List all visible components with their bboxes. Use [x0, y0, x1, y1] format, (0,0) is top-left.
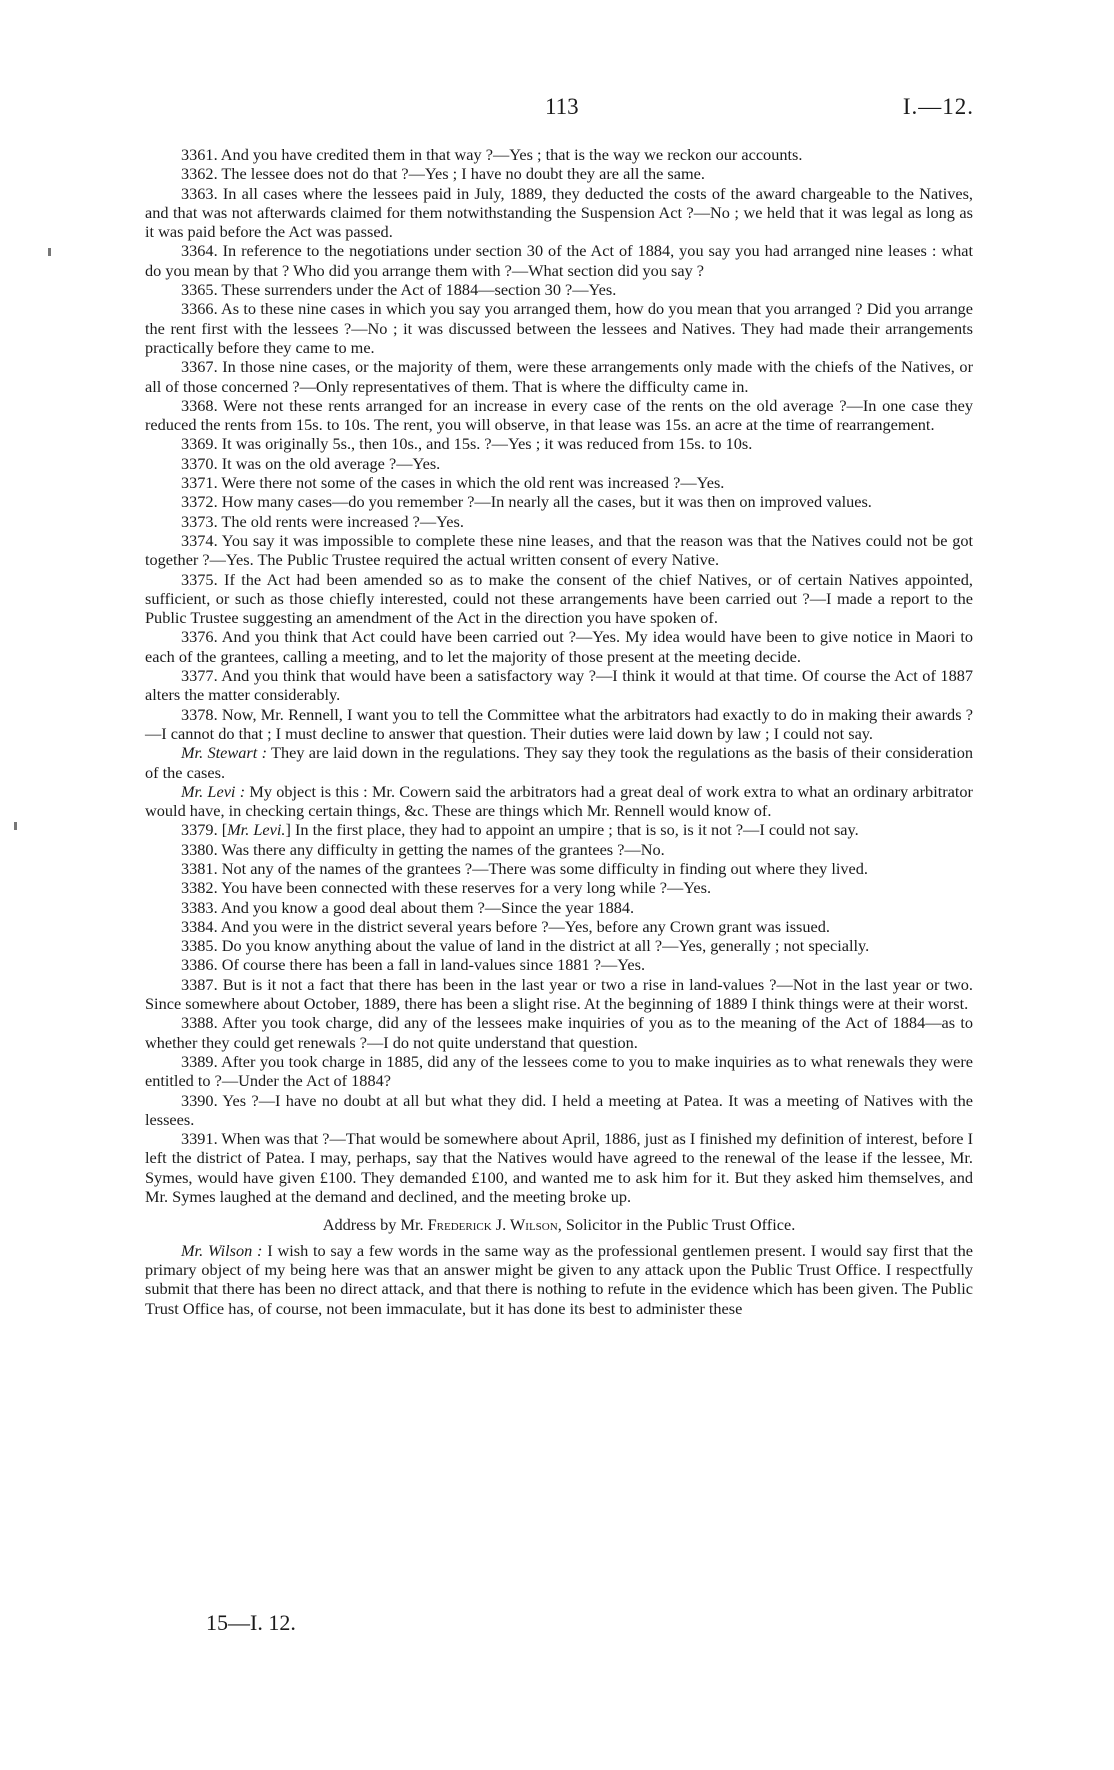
qa-paragraph: [145, 492, 973, 511]
paragraph-text: 3373. The old rents were increased ?—Yes.: [181, 511, 464, 531]
margin-mark: [48, 248, 51, 256]
qa-paragraph: [145, 743, 973, 782]
qa-paragraph: [145, 570, 973, 628]
paragraph-text: My object is this : Mr. Cowern said the arbitrators had a great deal of work extra to what an ordinary arbitrator would have, in checking certain things, &c. These are things which Mr. Rennell would know of.: [145, 781, 973, 821]
evidence-paragraphs: [145, 145, 973, 1206]
final-paragraph: [145, 1241, 973, 1318]
paragraph-text: 3378. Now, Mr. Rennell, I want you to tell the Committee what the arbitrators had exactly to do in making their awards ?—I cannot do that ; I must decline to answer that question. Their duties were laid down by law ; I could not say.: [145, 704, 973, 743]
address-heading-prefix: Address by Mr.: [322, 1215, 428, 1235]
paragraph-prefix: 3379. [: [181, 820, 228, 840]
qa-paragraph: [145, 782, 973, 821]
paragraph-text: 3383. And you know a good deal about them ?—Since the year 1884.: [181, 897, 635, 917]
speaker-name: Mr. Levi.: [227, 820, 286, 840]
page-number: 113: [545, 94, 579, 119]
paragraph-text: 3370. It was on the old average ?—Yes.: [181, 453, 441, 473]
qa-paragraph: [145, 955, 973, 974]
paragraph-text: 3391. When was that ?—That would be somewhere about April, 1886, just as I finished my definition of interest, before I left the district of Patea. I may, perhaps, say that the Natives would have agreed to the renewal of the lease if the lessee, Mr. Symes, would have given £100. They demanded £100, and wanted me to ask him for it. But they asked him themselves, and Mr. Symes laughed at the demand and declined, and the meeting broke up.: [145, 1129, 973, 1207]
paragraph-text: 3381. Not any of the names of the grantees ?—There was some difficulty in finding out where they lived.: [181, 858, 868, 878]
paragraph-text: 3374. You say it was impossible to complete these nine leases, and that the reason was that the Natives could not be got together ?—Yes. The Public Trustee required the actual written consent of every Native.: [145, 530, 973, 570]
speaker-name: Mr. Levi :: [181, 781, 246, 801]
qa-paragraph: [145, 512, 973, 531]
paragraph-text: ] In the first place, they had to appoint an umpire ; that is so, is it not ?—I could not say.: [285, 820, 859, 840]
qa-paragraph: [145, 164, 973, 183]
paragraph-text: 3366. As to these nine cases in which you say you arranged them, how do you mean that you arranged ? Did you arrange the rent first with the lessees ?—No ; it was discussed between the lessees and Natives. They had made their arrangements practically before they came to me.: [145, 299, 973, 357]
paragraph-text: 3385. Do you know anything about the value of land in the district at all ?—Yes, generally ; not specially.: [181, 936, 870, 956]
paragraph-text: 3372. How many cases—do you remember ?—In nearly all the cases, but it was then on improved values.: [181, 492, 872, 512]
final-paragraph-speaker: Mr. Wilson :: [181, 1240, 263, 1260]
paragraph-text: 3362. The lessee does not do that ?—Yes ; I have no doubt they are all the same.: [181, 164, 705, 184]
address-heading-suffix: , Solicitor in the Public Trust Office.: [557, 1215, 796, 1235]
paragraph-text: 3367. In those nine cases, or the majority of them, were these arrangements only made with the chiefs of the Natives, or all of those concerned ?—Only representatives of them. That is where the difficulty came in.: [145, 357, 973, 396]
qa-paragraph: [145, 627, 973, 666]
qa-paragraph: [145, 936, 973, 955]
qa-paragraph: [145, 280, 973, 299]
address-heading: [145, 1215, 973, 1234]
paragraph-text: 3389. After you took charge in 1885, did any of the lessees come to you to make inquiries as to what renewals they were entitled to ?—Under the Act of 1884?: [145, 1051, 973, 1091]
qa-paragraph: [145, 1052, 973, 1091]
margin-mark: [14, 822, 17, 830]
paragraph-text: 3384. And you were in the district several years before ?—Yes, before any Crown grant was issued.: [181, 916, 830, 936]
paragraph-text: 3365. These surrenders under the Act of 1884—section 30 ?—Yes.: [181, 280, 617, 300]
qa-paragraph: [145, 859, 973, 878]
qa-paragraph: [145, 917, 973, 936]
document-reference: I.—12.: [902, 94, 974, 119]
paragraph-text: 3380. Was there any difficulty in getting the names of the grantees ?—No.: [181, 839, 665, 859]
paragraph-text: 3376. And you think that Act could have been carried out ?—Yes. My idea would have been to give notice in Maori to each of the grantees, calling a meeting, and to let the majority of those present at the meeting decide.: [145, 627, 973, 666]
paragraph-text: 3388. After you took charge, did any of the lessees make inquiries of you as to the meaning of the Act of 1884—as to whether they could get renewals ?—I do not quite understand that question.: [145, 1013, 973, 1052]
qa-paragraph: [145, 1013, 973, 1052]
qa-paragraph: [145, 975, 973, 1014]
paragraph-text: 3369. It was originally 5s., then 10s., and 15s. ?—Yes ; it was reduced from 15s. to 10s.: [181, 434, 753, 454]
paragraph-text: 3368. Were not these rents arranged for an increase in every case of the rents on the old average ?—In one case they reduced the rents from 15s. to 10s. The rent, you will observe, in that lease was 15s. an acre at the time of rearrangement.: [145, 395, 973, 435]
qa-paragraph: [145, 396, 973, 435]
paragraph-text: 3377. And you think that would have been a satisfactory way ?—I think it would at that time. Of course the Act of 1887 alters the matter considerably.: [145, 666, 973, 705]
qa-paragraph: [145, 878, 973, 897]
paragraph-text: 3363. In all cases where the lessees paid in July, 1889, they deducted the costs of the award chargeable to the Natives, and that was not afterwards claimed for them notwithstanding the Suspension Act ?—No ; we held that it was legal as long as it was paid before the Act was passed.: [145, 183, 973, 242]
paragraph-text: 3382. You have been connected with these reserves for a very long while ?—Yes.: [181, 878, 712, 898]
address-speaker-name: Frederick J. Wilson: [427, 1215, 558, 1235]
qa-paragraph: [145, 299, 973, 357]
qa-paragraph: [145, 531, 973, 570]
qa-paragraph: [145, 666, 973, 705]
qa-paragraph: [145, 454, 973, 473]
qa-paragraph: [145, 145, 973, 164]
qa-paragraph: [145, 820, 973, 839]
qa-paragraph: [145, 705, 973, 744]
paragraph-text: 3361. And you have credited them in that way ?—Yes ; that is the way we reckon our accounts.: [181, 145, 803, 164]
footer-signature: 15—I. 12.: [206, 1610, 296, 1635]
page-header: [0, 94, 1114, 124]
final-paragraph-text: I wish to say a few words in the same way as the professional gentlemen present. I would say first that the primary object of my being here was that an answer might be given to any attack upon the Public Trust Office. I respectfully submit that there has been no direct attack, and that there is nothing to refute in the evidence which has been given. The Public Trust Office has, of course, not been immaculate, but it has done its best to administer these: [145, 1240, 973, 1318]
speaker-name: Mr. Stewart :: [181, 743, 267, 763]
paragraph-text: 3390. Yes ?—I have no doubt at all but what they did. I held a meeting at Patea. It was a meeting of Natives with the lessees.: [145, 1090, 973, 1129]
qa-paragraph: [145, 840, 973, 859]
paragraph-text: 3387. But is it not a fact that there has been in the last year or two a rise in land-values ?—Not in the last year or two. Since somewhere about October, 1889, there has been a slight rise. At the beginning of 1889 I think things were at their worst.: [145, 974, 973, 1014]
page-body: [145, 145, 973, 1318]
paragraph-text: 3386. Of course there has been a fall in land-values since 1881 ?—Yes.: [181, 955, 646, 975]
paragraph-text: They are laid down in the regulations. They say they took the regulations as the basis of their consideration of the cases.: [145, 743, 973, 782]
qa-paragraph: [145, 434, 973, 453]
qa-paragraph: [145, 898, 973, 917]
qa-paragraph: [145, 357, 973, 396]
qa-paragraph: [145, 241, 973, 280]
qa-paragraph: [145, 473, 973, 492]
qa-paragraph: [145, 1129, 973, 1206]
qa-paragraph: [145, 1091, 973, 1130]
qa-paragraph: [145, 184, 973, 242]
paragraph-text: 3375. If the Act had been amended so as to make the consent of the chief Natives, or of certain Natives appointed, sufficient, or such as those chiefly interested, could not these arrangements have been carried out ?—I made a report to the Public Trustee suggesting an amendment of the Act in the direction you have spoken of.: [145, 569, 973, 628]
paragraph-text: 3364. In reference to the negotiations under section 30 of the Act of 1884, you say you had arranged nine leases : what do you mean by that ? Who did you arrange them with ?—What section did you say ?: [145, 241, 973, 280]
paragraph-text: 3371. Were there not some of the cases in which the old rent was increased ?—Yes.: [181, 473, 725, 493]
